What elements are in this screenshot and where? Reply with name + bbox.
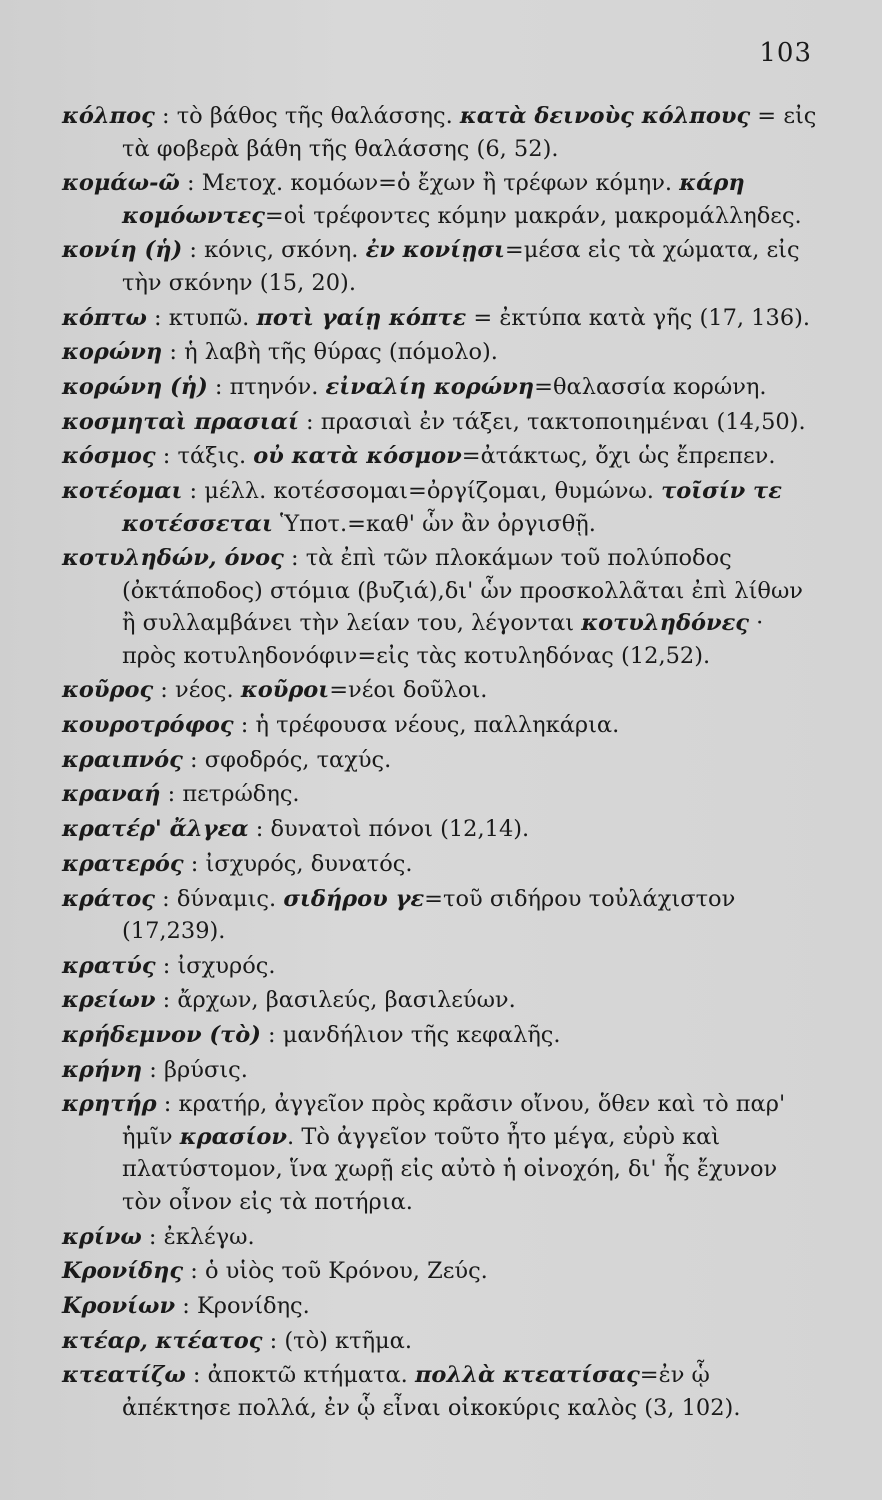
entry-separator: : (155, 443, 178, 470)
dictionary-entry (62, 1255, 822, 1288)
definition-rest: =ἀτάκτως, ὄχι ὡς ἔπρεπεν. (461, 443, 776, 470)
definition: κρατήρ, ἀγγεῖον πρὸς κρᾶσιν οἴνου, ὅθεν καὶ τὸ παρ' ἡμῖν (122, 1091, 786, 1150)
dictionary-entry (62, 167, 822, 232)
example-phrase: κρασίον (179, 1123, 288, 1150)
dictionary-entry (62, 1359, 822, 1424)
headword: κράτος (62, 885, 155, 912)
headword: κουροτρόφος (62, 712, 234, 739)
definition: δυνατοὶ πόνοι (12,14). (270, 816, 530, 843)
definition: νέος. (175, 677, 241, 704)
definition: σφοδρός, ταχύς. (204, 746, 392, 773)
definition: ὁ υἱὸς τοῦ Κρόνου, Ζεύς. (204, 1258, 488, 1285)
entry-separator: : (233, 712, 256, 739)
entry-separator: : (155, 952, 178, 979)
example-phrase: κατὰ δεινοὺς κόλπους (459, 103, 751, 129)
definition-rest: =μέσα εἰς τὰ χώματα, εἰς τὴν σκόνην (15, 20). (122, 237, 800, 296)
definition-rest: =θαλασσία κορώνη. (534, 373, 767, 400)
headword: κραιπνός (62, 746, 183, 773)
dictionary-entry (62, 475, 822, 540)
headword: κορώνη (62, 339, 163, 366)
entry-separator: : (146, 304, 169, 331)
headword: κτέαρ, κτέατος (62, 1327, 263, 1354)
dictionary-entry (62, 1054, 822, 1087)
dictionary-entry (62, 234, 822, 299)
entry-separator: : (141, 1223, 164, 1250)
headword: κρήδεμνον (τὸ) (62, 1022, 261, 1049)
dictionary-entry (62, 883, 822, 948)
dictionary-entry (62, 778, 822, 811)
headword: κονίη (ἡ) (62, 237, 183, 264)
definition: (τὸ) κτῆμα. (284, 1327, 413, 1354)
example-phrase: πολλὰ κτεατίσας (414, 1362, 640, 1389)
headword: κοτυληδών, όνος (62, 545, 284, 572)
definition-rest: . Τὸ ἀγγεῖον τοῦτο ἦτο μέγα, εὐρὺ καὶ πλατύστομον, ἵνα χωρῇ εἰς αὐτὸ ἡ οἰνοχόη, δι' ἧς ἔχυνον τὸν οἶνον εἰς τὰ ποτήρια. (122, 1123, 778, 1215)
definition: μανδήλιον τῆς κεφαλῆς. (282, 1022, 561, 1049)
entry-separator: : (283, 545, 306, 572)
dictionary-entry (62, 302, 822, 335)
headword: κόλπος (62, 103, 155, 129)
definition: κτυπῶ. (168, 304, 257, 331)
definition: δύναμις. (176, 885, 284, 912)
entry-separator: : (162, 339, 185, 366)
definition: Μετοχ. κομόων=ὁ ἔχων ἢ τρέφων κόμην. (201, 170, 680, 197)
example-phrase: κάρη κομόωντες (122, 170, 745, 229)
definition: ἰσχυρός, δυνατός. (205, 850, 413, 877)
headword: κορώνη (ἡ) (62, 373, 208, 400)
definition-rest: = εἰς τὰ φοβερὰ βάθη τῆς θαλάσσης (6, 52). (122, 103, 817, 162)
headword: κρατέρ' ἄλγεα (62, 816, 249, 843)
dictionary-entry (62, 813, 822, 846)
entry-separator: : (179, 170, 202, 197)
dictionary-entry (62, 100, 822, 165)
definition: Κρονίδης. (196, 1293, 310, 1319)
dictionary-entry (62, 674, 822, 707)
headword: κοσμηταὶ πρασιαί (62, 408, 299, 435)
definition-rest: =ἐν ᾧ ἀπέκτησε πολλά, ἐν ᾧ εἶναι οἰκοκύρις καλὸς (3, 102). (122, 1362, 741, 1421)
entry-separator: : (154, 103, 177, 129)
headword: κομάω-ῶ (62, 170, 180, 197)
entry-separator: : (182, 746, 205, 773)
entry-separator: : (182, 478, 205, 504)
definition: πετρώδης. (182, 781, 300, 808)
definition: ἐκλέγω. (163, 1223, 255, 1250)
headword: κρίνω (62, 1223, 142, 1250)
dictionary-entry (62, 848, 822, 881)
dictionary-entry (62, 1290, 822, 1323)
entry-separator: : (182, 237, 205, 264)
headword: κτεατίζω (62, 1362, 186, 1389)
definition: τὸ βάθος τῆς θαλάσσης. (176, 103, 460, 129)
definition: ἀποκτῶ κτήματα. (207, 1362, 415, 1389)
entry-separator: : (142, 1056, 165, 1083)
entry-list (62, 100, 822, 1424)
headword: κόσμος (62, 443, 156, 470)
dictionary-entry (62, 406, 822, 439)
definition-rest: Ὑποτ.=καθ' ὧν ἂν ὀργισθῇ. (272, 510, 596, 537)
definition: τὰ ἐπὶ τῶν πλοκάμων τοῦ πολύποδος (ὀκτάποδος) στόμια (βυζιά),δι' ὧν προσκολλᾶται ἐπὶ λίθων ἢ συλλαμβάνει τὴν λείαν του, λέγονται (122, 545, 803, 637)
entry-separator: : (183, 1258, 205, 1285)
definition-rest: =τοῦ σιδήρου τοὐλάχιστον (17,239). (122, 885, 736, 944)
entry-separator: : (185, 1362, 208, 1389)
headword: κραναή (62, 781, 161, 808)
dictionary-entry (62, 984, 822, 1017)
definition-rest: =οἱ τρέφοντες κόμην μακράν, μακρομάλληδες. (264, 202, 802, 229)
entry-separator: : (155, 987, 178, 1014)
entry-separator: : (248, 816, 271, 843)
example-phrase: οὐ κατὰ κόσμον (253, 443, 462, 470)
definition: τάξις. (177, 443, 254, 470)
entry-separator: : (298, 408, 321, 435)
example-phrase: εἰναλίη κορώνη (325, 373, 535, 400)
headword: κρατερός (62, 850, 184, 877)
headword: Κρονίων (62, 1293, 176, 1319)
entry-separator: : (183, 850, 206, 877)
example-phrase: ἐν κονίῃσι (365, 237, 505, 264)
entry-separator: : (175, 1293, 197, 1319)
definition: πτηνόν. (229, 373, 326, 400)
headword: κρείων (62, 987, 156, 1014)
definition: πρασιαὶ ἐν τάξει, τακτοποιημέναι (14,50). (320, 408, 806, 435)
example-phrase: τοῖσίν τε κοτέσσεται (122, 478, 782, 537)
entry-separator: : (155, 885, 177, 912)
entry-separator: : (160, 781, 183, 808)
entry-separator: : (260, 1022, 283, 1049)
definition: ἡ τρέφουσα νέους, παλληκάρια. (255, 712, 620, 739)
headword: κοῦρος (62, 677, 154, 704)
headword: κρητήρ (62, 1091, 157, 1118)
headword: κρήνη (62, 1056, 143, 1083)
dictionary-entry (62, 1325, 822, 1358)
definition: κόνις, σκόνη. (204, 237, 366, 264)
dictionary-entry (62, 1088, 822, 1218)
headword: κοτέομαι (62, 478, 183, 504)
definition: ἄρχων, βασιλεύς, βασιλεύων. (177, 987, 516, 1014)
example-phrase: κοῦροι (240, 677, 330, 704)
dictionary-entry (62, 1221, 822, 1254)
dictionary-entry (62, 709, 822, 742)
definition-rest: = ἐκτύπα κατὰ γῆς (17, 136). (466, 304, 811, 331)
page-number: 103 (759, 38, 812, 68)
example-phrase: ποτὶ γαίῃ κόπτε (256, 304, 467, 331)
dictionary-entry (62, 542, 822, 672)
headword: κόπτω (62, 304, 147, 331)
dictionary-entry (62, 1019, 822, 1052)
definition-rest: =νέοι δοῦλοι. (329, 677, 488, 704)
dictionary-entry (62, 371, 822, 404)
definition: βρύσις. (164, 1056, 248, 1083)
example-phrase: κοτυληδόνες (581, 610, 749, 637)
example-phrase: σιδήρου γε (283, 885, 425, 912)
headword: κρατύς (62, 952, 156, 979)
dictionary-entry (62, 440, 822, 473)
entry-separator: : (153, 677, 176, 704)
headword: Κρονίδης (62, 1258, 184, 1285)
definition: ἡ λαβὴ τῆς θύρας (πόμολο). (184, 339, 498, 366)
entry-separator: : (262, 1327, 285, 1354)
dictionary-entry (62, 336, 822, 369)
entry-separator: : (207, 373, 230, 400)
dictionary-entry (62, 744, 822, 777)
dictionary-entry (62, 950, 822, 983)
definition: ἰσχυρός. (177, 952, 276, 979)
definition: μέλλ. κοτέσσομαι=ὀργίζομαι, θυμώνω. (204, 478, 662, 504)
entry-separator: : (156, 1091, 179, 1118)
definition-rest: · πρὸς κοτυληδονόφιν=εἰς τὰς κοτυληδόνας (12,52). (122, 610, 764, 669)
